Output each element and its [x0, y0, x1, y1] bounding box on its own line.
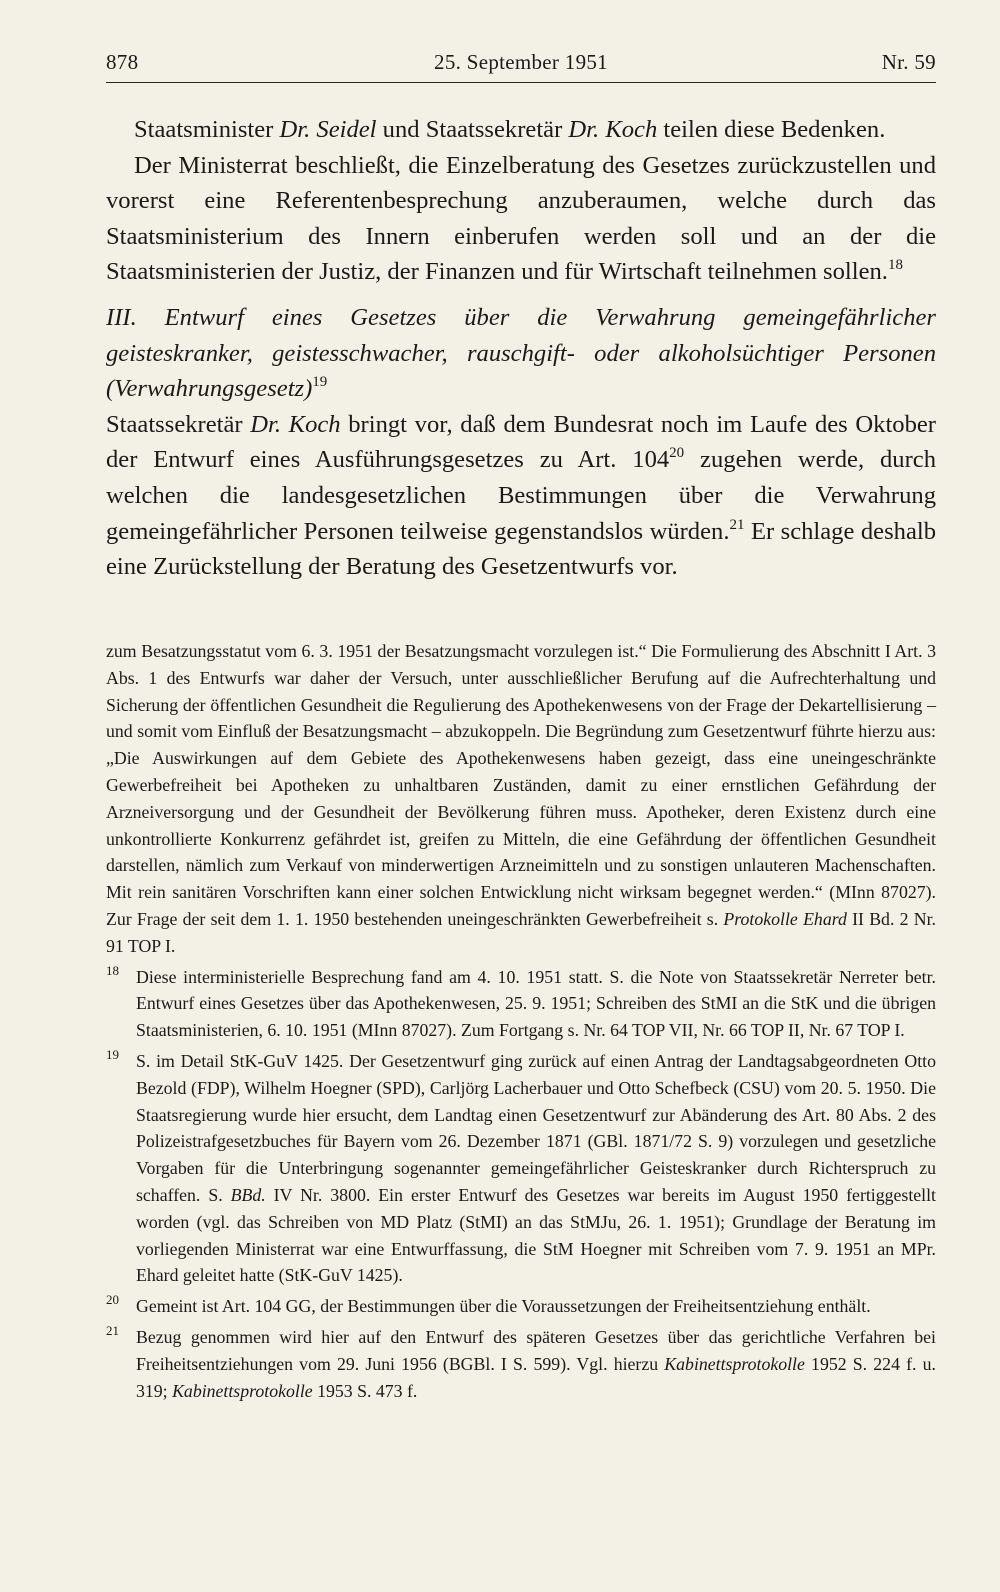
footnotes — [106, 638, 936, 1404]
page-number: 878 — [106, 50, 139, 74]
paragraph-decision — [106, 148, 936, 290]
person-name: Dr. Koch — [568, 116, 658, 143]
footnote-number: 21 — [106, 1322, 119, 1338]
running-header — [106, 44, 936, 74]
text-run: Gemeint ist Art. 104 GG, der Bestimmungen über die Voraussetzungen der Freiheitsentziehung enthält. — [136, 1296, 871, 1317]
footnote-21 — [106, 1324, 936, 1404]
text-run: bringt vor, daß dem Bundesrat noch im Laufe des Oktober der Entwurf eines Ausführungsgesetzes zu Art. 104 — [106, 410, 936, 474]
text-run: teilen diese Bedenken. — [657, 116, 886, 143]
footnote-19 — [106, 1048, 936, 1289]
text-run: Der Ministerrat beschließt, die Einzelberatung des Gesetzes zurückzustellen und vorerst eine Referentenbesprechung anzuberaumen, welche durch das Staatsministerium des Innern einberufen werden soll und an der die Staatsministerien der Justiz, der Finanzen und für Wirtschaft teilnehmen sollen. — [106, 151, 936, 286]
text-run: zugehen werde, durch welchen die landesgesetzlichen Bestimmungen über die Verwahrung gemeingefährlicher Personen teilweise gegenstandslos würden. — [106, 446, 936, 545]
footnote-18 — [106, 964, 936, 1044]
footnote-number: 20 — [106, 1292, 119, 1308]
text-run: zum Besatzungsstatut vom 6. 3. 1951 der Besatzungsmacht vorzulegen ist.“ Die Formulierung des Abschnitt I Art. 3 Abs. 1 des Entwurfs war daher der Versuch, unter ausschließlicher Berufung auf die Aufrechterhaltung und Sicherung der öffentlichen Gesundheit die Regulierung des Apothekenwesens von der Frage der Dekartellisierung – und somit vom Einfluß der Besatzungsmacht – abzukoppeln. Die Begründung zum Gesetzentwurf führte hierzu aus: „Die Auswirkungen auf dem Gebiete des Apothekenwesens haben gezeigt, dass eine uneingeschränkte Gewerbefreiheit bei Apotheken zu unhaltbaren Zuständen, damit zu einer ernstlichen Gefährdung der Arzneiversorgung und der Gesundheit der Bevölkerung führen muss. Apotheker, deren Existenz durch eine unkontrollierte Konkurrenz gefährdet ist, greifen zu Mitteln, die eine Gefährdung der öffentlichen Gesundheit darstellen, nämlich zum Verkauf von minderwertigen Arzneimitteln und zu sonstigen unlauteren Machenschaften. Mit rein sanitären Vorschriften kann einer solchen Entwicklung nicht wirksam begegnet werden.“ (MInn 87027). Zur Frage der seit dem 1. 1. 1950 bestehenden uneingeschränkten Gewerbefreiheit s. — [106, 641, 936, 929]
text-run: Er schlage deshalb eine Zurückstellung der Beratung des Gesetzentwurfs vor. — [106, 517, 936, 581]
footnote-number: 19 — [106, 1046, 119, 1062]
issue-number: Nr. 59 — [881, 50, 936, 74]
heading-text: III. Entwurf eines Gesetzes über die Verwahrung gemeingefährlicher geisteskranker, geistesschwacher, rauschgift- oder alkoholsüchtiger Personen (Verwahrungsgesetz) — [106, 303, 936, 403]
citation-title: Protokolle Ehard — [723, 908, 847, 929]
text-run: II Bd. 2 Nr. 91 TOP I. — [106, 908, 936, 956]
citation-title: Kabinettsprotokolle — [172, 1380, 313, 1401]
footnote-ref-21[interactable]: 21 — [729, 516, 745, 533]
citation-title: Kabinettsprotokolle — [664, 1353, 805, 1374]
footnote-number: 18 — [106, 962, 119, 978]
text-run: 1952 S. 224 f. u. 319; — [136, 1353, 936, 1401]
text-run: Staatssekretär — [106, 410, 251, 438]
person-name: Dr. Seidel — [279, 116, 377, 143]
text-run: 1953 S. 473 f. — [312, 1380, 418, 1401]
text-run: Diese interministerielle Besprechung fand am 4. 10. 1951 statt. S. die Note von Staatssekretär Nerreter betr. Entwurf eines Gesetzes über das Apothekenwesen, 25. 9. 1951; Schreiben des StMI an die StK und die übrigen Staatsministerien, 6. 10. 1951 (MInn 87027). Zum Fortgang s. Nr. 64 TOP VII, Nr. 66 TOP II, Nr. 67 TOP I. — [136, 966, 936, 1041]
footnote-ref-20[interactable]: 20 — [669, 445, 685, 462]
main-text — [106, 112, 936, 585]
agenda-heading — [106, 300, 936, 407]
text-run: und Staatssekretär — [376, 116, 569, 143]
text-run: IV Nr. 3800. Ein erster Entwurf des Gesetzes war bereits im August 1950 fertiggestellt worden (vgl. das Schreiben von MD Platz (StMI) an das StMJu, 26. 1. 1951); Grundlage der Beratung im vorliegenden Ministerrat war eine Entwurffassung, die StM Hoegner mit Schreiben vom 7. 9. 1951 an MPr. Ehard geleitet hatte (StK-GuV 1425). — [136, 1184, 936, 1286]
footnote-ref-19[interactable]: 19 — [312, 374, 328, 391]
header-date: 25. September 1951 — [434, 50, 608, 74]
header-rule — [106, 82, 936, 83]
text-run: Bezug genommen wird hier auf den Entwurf des späteren Gesetzes über das gerichtliche Verfahren bei Freiheitsentziehungen vom 29. Juni 1956 (BGBl. I S. 599). Vgl. hierzu — [136, 1326, 936, 1374]
footnote-ref-18[interactable]: 18 — [887, 257, 903, 274]
text-run: Staatsminister — [134, 116, 280, 143]
citation-title: BBd. — [230, 1184, 266, 1205]
paragraph-report — [106, 407, 936, 585]
text-run: S. im Detail StK-GuV 1425. Der Gesetzentwurf ging zurück auf einen Antrag der Landtagsabgeordneten Otto Bezold (FDP), Wilhelm Hoegner (SPD), Carljörg Lacherbauer und Otto Schefbeck (CSU) vom 20. 5. 1950. Die Staatsregierung wurde hier ersucht, dem Landtag einen Gesetzentwurf zur Abänderung des Art. 80 Abs. 2 des Polizeistrafgesetzbuches für Bayern vom 26. Dezember 1871 (GBl. 1871/72 S. 9) vorzulegen und gesetzliche Vorgaben für die Unterbringung sogenannter gemeingefährlicher Geisteskranker durch Richterspruch zu schaffen. S. — [136, 1050, 936, 1205]
footnote-20 — [106, 1293, 936, 1320]
person-name: Dr. Koch — [250, 410, 341, 438]
paragraph-statement — [106, 112, 936, 148]
footnote-continuation — [106, 638, 936, 960]
